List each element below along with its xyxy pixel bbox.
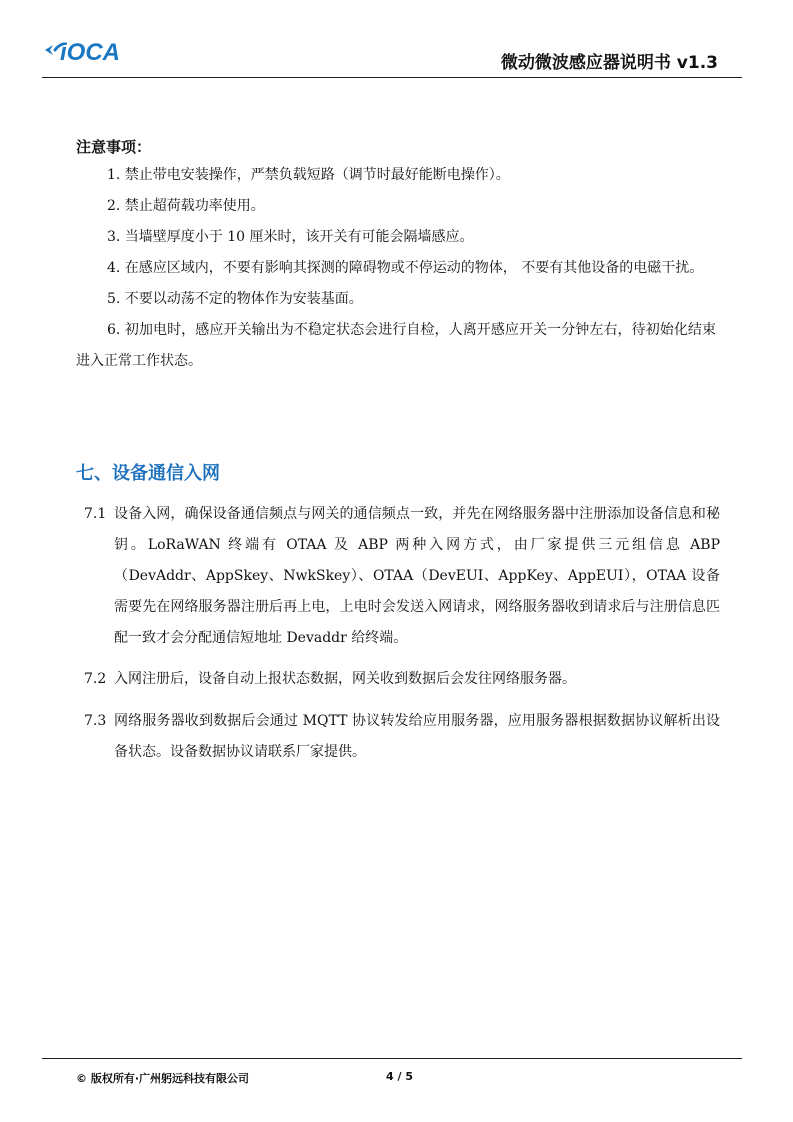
- copyright-notice: © 版权所有·广州躬远科技有限公司: [76, 1072, 250, 1085]
- notice-item-3: 3. 当墙壁厚度小于 10 厘米时，该开关有可能会隔墙感应。: [107, 229, 474, 245]
- subsection-number: 7.2: [84, 671, 107, 687]
- section-7-heading: 七、设备通信入网: [76, 463, 220, 484]
- subsection-text: 设备入网，确保设备通信频点与网关的通信频点一致，并先在网络服务器中注册添加设备信息和秘钥。LoRaWAN 终端有 OTAA 及 ABP 两种入网方式，由厂家提供三元组信息 ABP（DevAddr、AppSkey、NwkSkey）、OTAA（DevEUI、AppKey、AppEUI），OTAA 设备需要先在网络服务器注册后再上电，上电时会发送入网请求，网络服务器收到请求后与注册信息匹配一致才会分配通信短地址 Devaddr 给终端。: [114, 506, 720, 646]
- notice-item-2: 2. 禁止超荷载功率使用。: [107, 198, 265, 214]
- notice-item-4: 4. 在感应区域内，不要有影响其探测的障碍物或不停运动的物体， 不要有其他设备的电磁干扰。: [107, 260, 704, 276]
- page-header: [42, 36, 742, 76]
- ioca-logo: [42, 36, 162, 66]
- logo-text: iOCA: [60, 39, 120, 66]
- notice-heading: 注意事项：: [76, 138, 152, 156]
- subsection-number: 7.1: [84, 506, 107, 522]
- notice-item-1: 1. 禁止带电安装操作，严禁负载短路（调节时最好能断电操作）。: [107, 167, 510, 183]
- subsection-7-1: [84, 499, 720, 654]
- subsection-7-2: [84, 664, 720, 695]
- notice-item-6: 6. 初加电时，感应开关输出为不稳定状态会进行自检，人离开感应开关一分钟左右，待初始化结束进入正常工作状态。: [76, 322, 716, 369]
- subsection-number: 7.3: [84, 713, 107, 729]
- footer-divider: [42, 1058, 742, 1059]
- subsection-7-3: [84, 706, 720, 768]
- subsection-text: 入网注册后，设备自动上报状态数据，网关收到数据后会发往网络服务器。: [114, 671, 576, 687]
- document-title: 微动微波感应器说明书 v1.3: [500, 53, 718, 73]
- notice-item-5: 5. 不要以动荡不定的物体作为安装基面。: [107, 291, 363, 307]
- header-divider: [42, 77, 742, 78]
- subsection-text: 网络服务器收到数据后会通过 MQTT 协议转发给应用服务器，应用服务器根据数据协议解析出设备状态。设备数据协议请联系厂家提供。: [114, 713, 720, 760]
- page-number: 4 / 5: [386, 1070, 413, 1083]
- notice-list: [76, 160, 716, 377]
